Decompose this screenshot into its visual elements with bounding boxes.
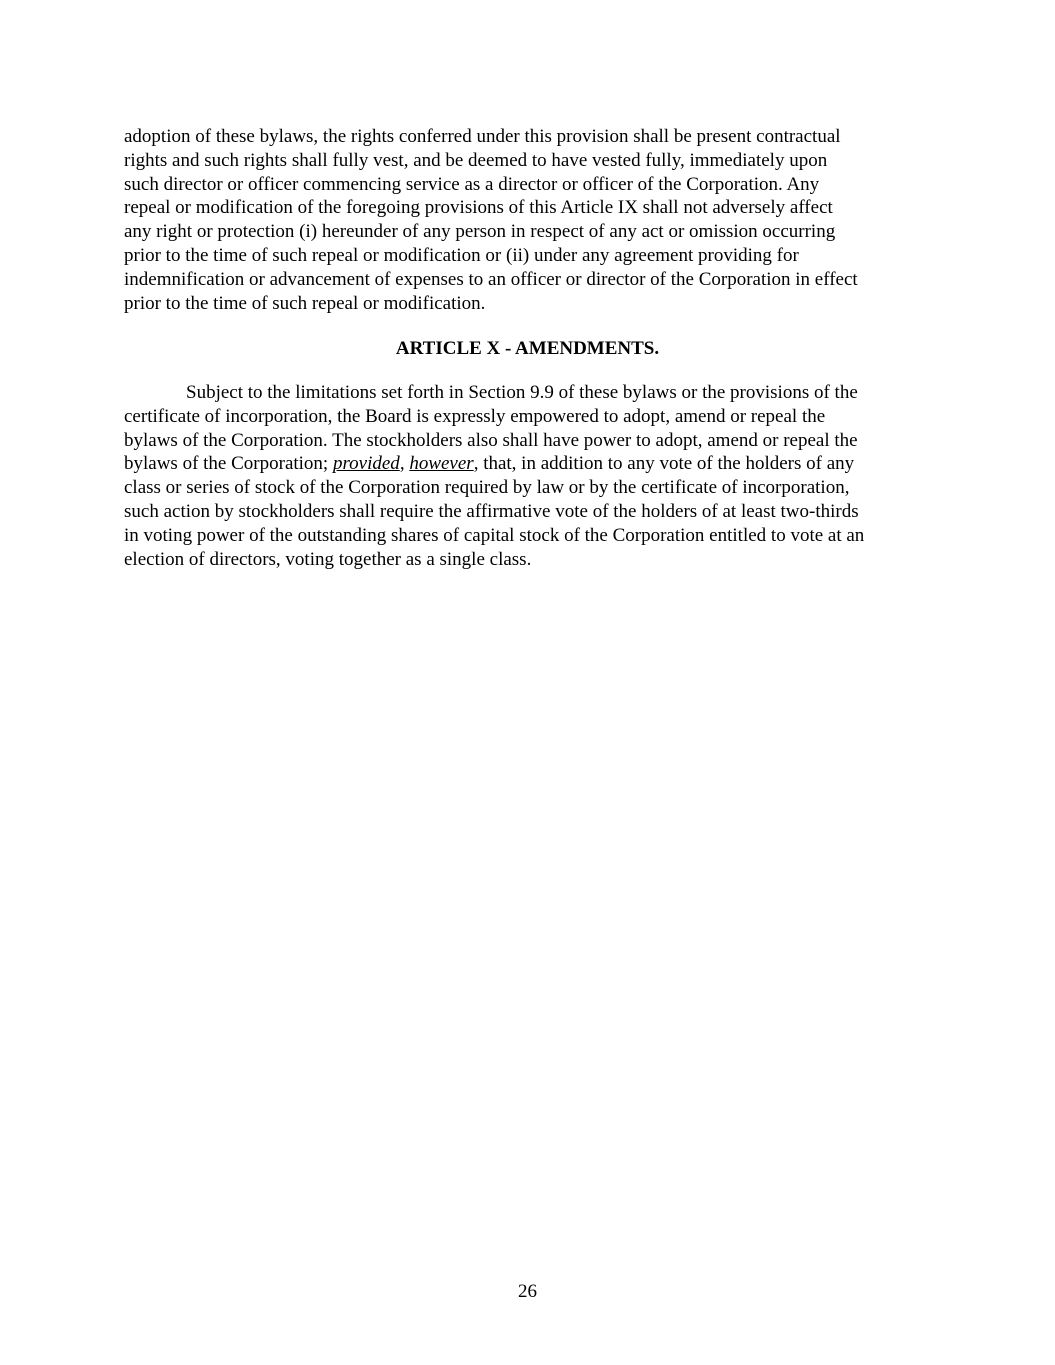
paragraph-line: such director or officer commencing service as a director or officer of the Corporation. Any: [124, 173, 820, 195]
paragraph-line: adoption of these bylaws, the rights conferred under this provision shall be present contractual: [124, 126, 841, 147]
line-suffix: , that, in addition to any vote of the holders of any: [473, 453, 855, 475]
paragraph-line: rights and such rights shall fully vest, and be deemed to have vested fully, immediately upon: [124, 149, 828, 171]
paragraph-line: election of directors, voting together as a single class.: [124, 548, 532, 570]
paragraph-line: prior to the time of such repeal or modification or (ii) under any agreement providing for: [124, 244, 799, 266]
paragraph-line: any right or protection (i) hereunder of any person in respect of any act or omission occurring: [124, 221, 836, 243]
paragraph-line: bylaws of the Corporation. The stockholders also shall have power to adopt, amend or repeal the: [124, 429, 858, 451]
page-number: 26: [518, 1281, 537, 1302]
paragraph-line: Subject to the limitations set forth in Section 9.9 of these bylaws or the provisions of the: [186, 382, 858, 403]
however-term: however: [409, 453, 474, 475]
paragraph-line: repeal or modification of the foregoing provisions of this Article IX shall not adversely affect: [124, 197, 833, 219]
paragraph-line: in voting power of the outstanding shares of capital stock of the Corporation entitled to vote at an: [124, 524, 865, 546]
amendments-paragraph: [124, 381, 936, 571]
paragraph-line-with-emphasis: [124, 452, 936, 476]
paragraph-line: indemnification or advancement of expenses to an officer or director of the Corporation in effect: [124, 268, 858, 290]
paragraph-line: such action by stockholders shall require the affirmative vote of the holders of at least two-thirds: [124, 500, 859, 522]
provided-term: provided: [332, 453, 400, 475]
paragraph-line: class or series of stock of the Corporation required by law or by the certificate of incorporation,: [124, 477, 850, 499]
continued-paragraph: [124, 125, 936, 315]
comma-separator: ,: [399, 453, 410, 475]
paragraph-line: certificate of incorporation, the Board is expressly empowered to adopt, amend or repeal the: [124, 405, 826, 427]
line-prefix: bylaws of the Corporation;: [124, 453, 333, 475]
paragraph-line: prior to the time of such repeal or modification.: [124, 292, 486, 314]
article-heading: [0, 337, 1055, 361]
article-heading-text: ARTICLE X - AMENDMENTS.: [395, 338, 660, 359]
